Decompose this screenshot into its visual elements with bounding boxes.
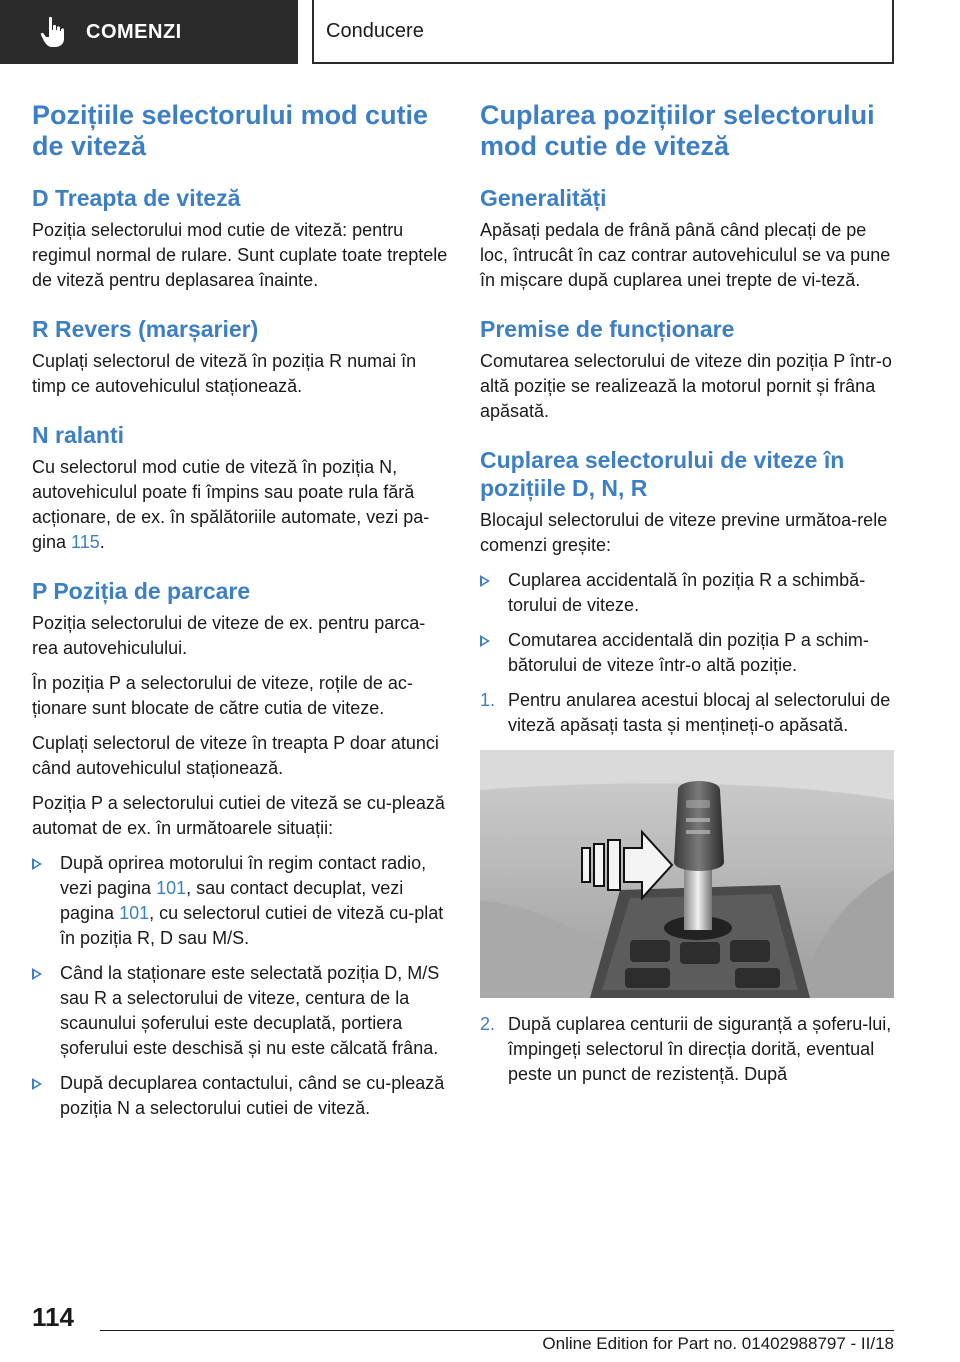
section-general [480,184,894,293]
heading-general: Generalități [480,185,607,211]
section-premise [480,315,894,424]
section-engage [480,446,894,1087]
gear-selector-photo [480,750,894,998]
heading-premise: Premise de funcționare [480,316,735,342]
heading-n: N ralanti [32,422,125,448]
engage-bullet-list [480,568,894,678]
left-column [32,100,450,1143]
triangle-bullet-icon [480,575,490,587]
right-column [480,100,894,1109]
heading-r: R Revers (marșarier) [32,316,259,342]
bullet-text: , cu selectorul cutiei de viteză cu-plat în poziția R, D sau M/S. [60,903,444,948]
text-general: Apăsați pedala de frână până când plecați de pe loc, întrucât în caz contrar autovehiculul se va pune în mișcare după cuplarea unei trepte de vi-teză. [480,220,891,290]
list-item [32,961,450,1061]
list-item [480,688,894,738]
section-tab[interactable] [0,0,298,64]
text-p-3: Cuplați selectorul de viteze în treapta P doar atunci când autovehiculul staționează. [32,733,439,778]
text-n [32,455,450,555]
text-premise: Comutarea selectorului de viteze din poziția P într-o altă poziție se realizează la motorul pornit și frâna apăsată. [480,351,892,421]
heading-engage: Cuplarea selectorului de viteze în pozițiile D, N, R [480,447,845,501]
section-tab-label: COMENZI [86,20,182,43]
engage-step-list-1 [480,688,894,738]
triangle-bullet-icon [480,635,490,647]
step-text: După cuplarea centurii de siguranță a șoferu-lui, împingeți selectorul în direcția dorită, eventual peste un punct de rezistență. După [508,1014,892,1084]
text-engage: Blocajul selectorului de viteze previne următoa-rele comenzi greșite: [480,510,888,555]
engage-step-list-2 [480,1012,894,1087]
text-d: Poziția selectorului mod cutie de viteză: pentru regimul normal de rulare. Sunt cuplate toate treptele de viteză pentru deplasarea înainte. [32,220,448,290]
p-bullet-list [32,851,450,1121]
text-p-4: Poziția P a selectorului cutiei de viteză se cu-plează automat de ex. în următoarele situații: [32,793,445,838]
heading-p: P Poziția de parcare [32,578,251,604]
page-number: 114 [32,1302,74,1332]
page-link-101[interactable]: 101 [156,878,187,898]
step-number: 2. [480,1014,496,1034]
chapter-tab[interactable] [312,0,894,64]
list-item [32,851,450,951]
right-title: Cuplarea pozițiilor selectorului mod cutie de viteză [480,100,875,161]
footer-divider [100,1330,894,1331]
step-text: Pentru anularea acestui blocaj al selectorului de viteză apăsați tasta și mențineți-o apăsată. [508,690,891,735]
step-number: 1. [480,690,496,710]
text-n-end: . [99,532,105,552]
hand-pointer-icon [38,15,68,49]
text-p-2: În poziția P a selectorului de viteze, roțile de ac-ționare sunt blocate de către cutia de viteze. [32,673,413,718]
section-p [32,577,450,1121]
section-r [32,315,450,399]
list-item [480,1012,894,1087]
footer-edition: Online Edition for Part no. 01402988797 - II/18 [542,1334,894,1353]
triangle-bullet-icon [32,1078,42,1090]
page-link-115[interactable]: 115 [71,532,100,552]
left-title: Pozițiile selectorului mod cutie de viteză [32,100,429,161]
bullet-text: Comutarea accidentală din poziția P a schim-bătorului de viteze într-o altă poziție. [508,630,869,675]
gear-selector-illustration [480,750,894,998]
bullet-text: După oprirea motorului în regim contact radio, vezi pagina [60,853,427,898]
bullet-text: Cuplarea accidentală în poziția R a schimbă-torului de viteze. [508,570,866,615]
bullet-text: Când la staționare este selectată poziția D, M/S sau R a selectorului de viteze, centura de la scaunului șoferului este decuplată, portiera șoferului este deschisă și nu este călcată frâna. [60,963,440,1058]
triangle-bullet-icon [32,968,42,980]
text-r: Cuplați selectorul de viteză în poziția R numai în timp ce autovehiculul staționează. [32,351,417,396]
bullet-text: , sau contact decuplat, vezi pagina [60,878,404,923]
heading-d: D Treapta de viteză [32,185,241,211]
section-n [32,421,450,555]
list-item [32,1071,450,1121]
text-p-1: Poziția selectorului de viteze de ex. pentru parca-rea autovehiculului. [32,613,426,658]
triangle-bullet-icon [32,858,42,870]
section-d [32,184,450,293]
bullet-text: După decuplarea contactului, când se cu-plează poziția N a selectorului cutiei de viteză. [60,1073,445,1118]
chapter-tab-label: Conducere [326,19,424,42]
list-item [480,568,894,618]
page-link-101[interactable]: 101 [119,903,150,923]
list-item [480,628,894,678]
text-n-part: Cu selectorul mod cutie de viteză în poziția N, autovehiculul poate fi împins sau poate rula fără acționare, de ex. în spălătoriile automate, vezi pa-gina [32,457,430,552]
